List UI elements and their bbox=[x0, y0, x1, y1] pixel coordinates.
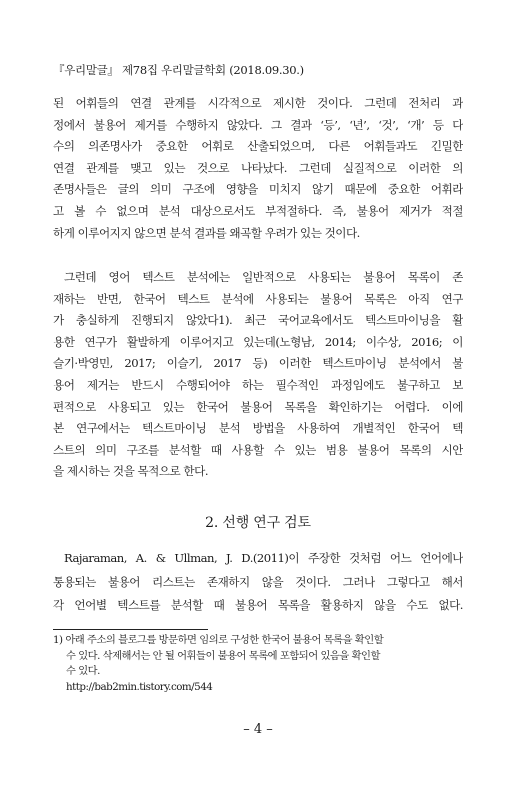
text-line: 본 연구에서는 텍스트마이닝 분석 방법을 사용하여 개별적인 한국어 텍 bbox=[53, 421, 463, 436]
text-line: 정에서 불용어 제거를 수행하지 않았다. 그 결과 ‘등’, ‘년’, ‘것’, ‘개’ 등 다 bbox=[53, 117, 463, 132]
footnote-line: 수 있다. bbox=[66, 665, 100, 677]
text-line: 재하는 반면, 한국어 텍스트 분석에 사용되는 불용어 목록은 아직 연구 bbox=[53, 291, 463, 306]
text-line: Rajaraman, A. & Ullman, J. D.(2011)이 주장한 것처럼 어느 언어에나 bbox=[64, 551, 463, 565]
text-line: 존명사들은 글의 의미 구조에 영향을 미치지 않기 때문에 중요한 어휘라 bbox=[53, 182, 463, 197]
text-line: 된 어휘들의 연결 관계를 시각적으로 제시한 것이다. 그런데 전처리 과 bbox=[53, 96, 463, 110]
paragraph-3 bbox=[53, 547, 463, 618]
journal-header: 『우리말글』 제78집 우리말글학회 (2018.09.30.) bbox=[53, 63, 304, 77]
text-line: 그런데 영어 텍스트 분석에는 일반적으로 사용되는 불용어 목록이 존 bbox=[64, 270, 463, 284]
text-line: 통용되는 불용어 리스트는 존재하지 않을 것이다. 그러나 그렇다고 해서 bbox=[53, 574, 463, 589]
text-line: 하게 이루어지지 않으면 분석 결과를 왜곡할 우려가 있는 것이다. bbox=[53, 225, 360, 240]
text-line: 수의 의존명사가 중요한 어휘로 산출되었으며, 다른 어휘들과도 긴밀한 bbox=[53, 139, 463, 154]
text-line: 고 볼 수 없으며 분석 대상으로서도 부적절하다. 즉, 불용어 제거가 적절 bbox=[53, 203, 463, 218]
footnote bbox=[53, 633, 463, 695]
footnote-url: http://bab2min.tistory.com/544 bbox=[66, 680, 213, 693]
page-number: – 4 – bbox=[243, 722, 273, 737]
paragraph-1 bbox=[53, 93, 463, 244]
paragraph-2 bbox=[53, 267, 463, 483]
text-line: 용한 연구가 활발하게 이루어지고 있는데(노형남, 2014; 이수상, 2016; 이 bbox=[53, 334, 463, 349]
text-line: 스트의 의미 구조를 분석할 때 사용할 수 있는 범용 불용어 목록의 시안 bbox=[53, 442, 463, 457]
text-line: 용어 제거는 반드시 수행되어야 하는 필수적인 과정임에도 불구하고 보 bbox=[53, 377, 463, 392]
footnote-divider bbox=[53, 629, 208, 630]
text-line: 편적으로 사용되고 있는 한국어 불용어 목록을 확인하기는 어렵다. 이에 bbox=[53, 399, 463, 414]
text-line: 을 제시하는 것을 목적으로 한다. bbox=[53, 464, 209, 479]
text-line: 가 충실하게 진행되지 않았다1). 최근 국어교육에서도 텍스트마이닝을 활 bbox=[53, 313, 463, 328]
text-line: 슬기·박영민, 2017; 이슬기, 2017 등) 이러한 텍스트마이닝 분석에서 불 bbox=[53, 356, 463, 371]
footnote-line: 1) 아래 주소의 블로그를 방문하면 임의로 구성한 한국어 불용어 목록을 확인할 bbox=[53, 634, 384, 646]
section-title: 2. 선행 연구 검토 bbox=[205, 515, 311, 531]
footnote-line: 수 있다. 삭제해서는 안 될 어휘들이 불용어 목록에 포함되어 있음을 확인할 bbox=[66, 649, 380, 662]
text-line: 각 언어별 텍스트를 분석할 때 불용어 목록을 활용하지 않을 수도 없다. bbox=[53, 598, 463, 612]
text-line: 연결 관계를 맺고 있는 것으로 나타났다. 그런데 실질적으로 이러한 의 bbox=[53, 160, 463, 175]
